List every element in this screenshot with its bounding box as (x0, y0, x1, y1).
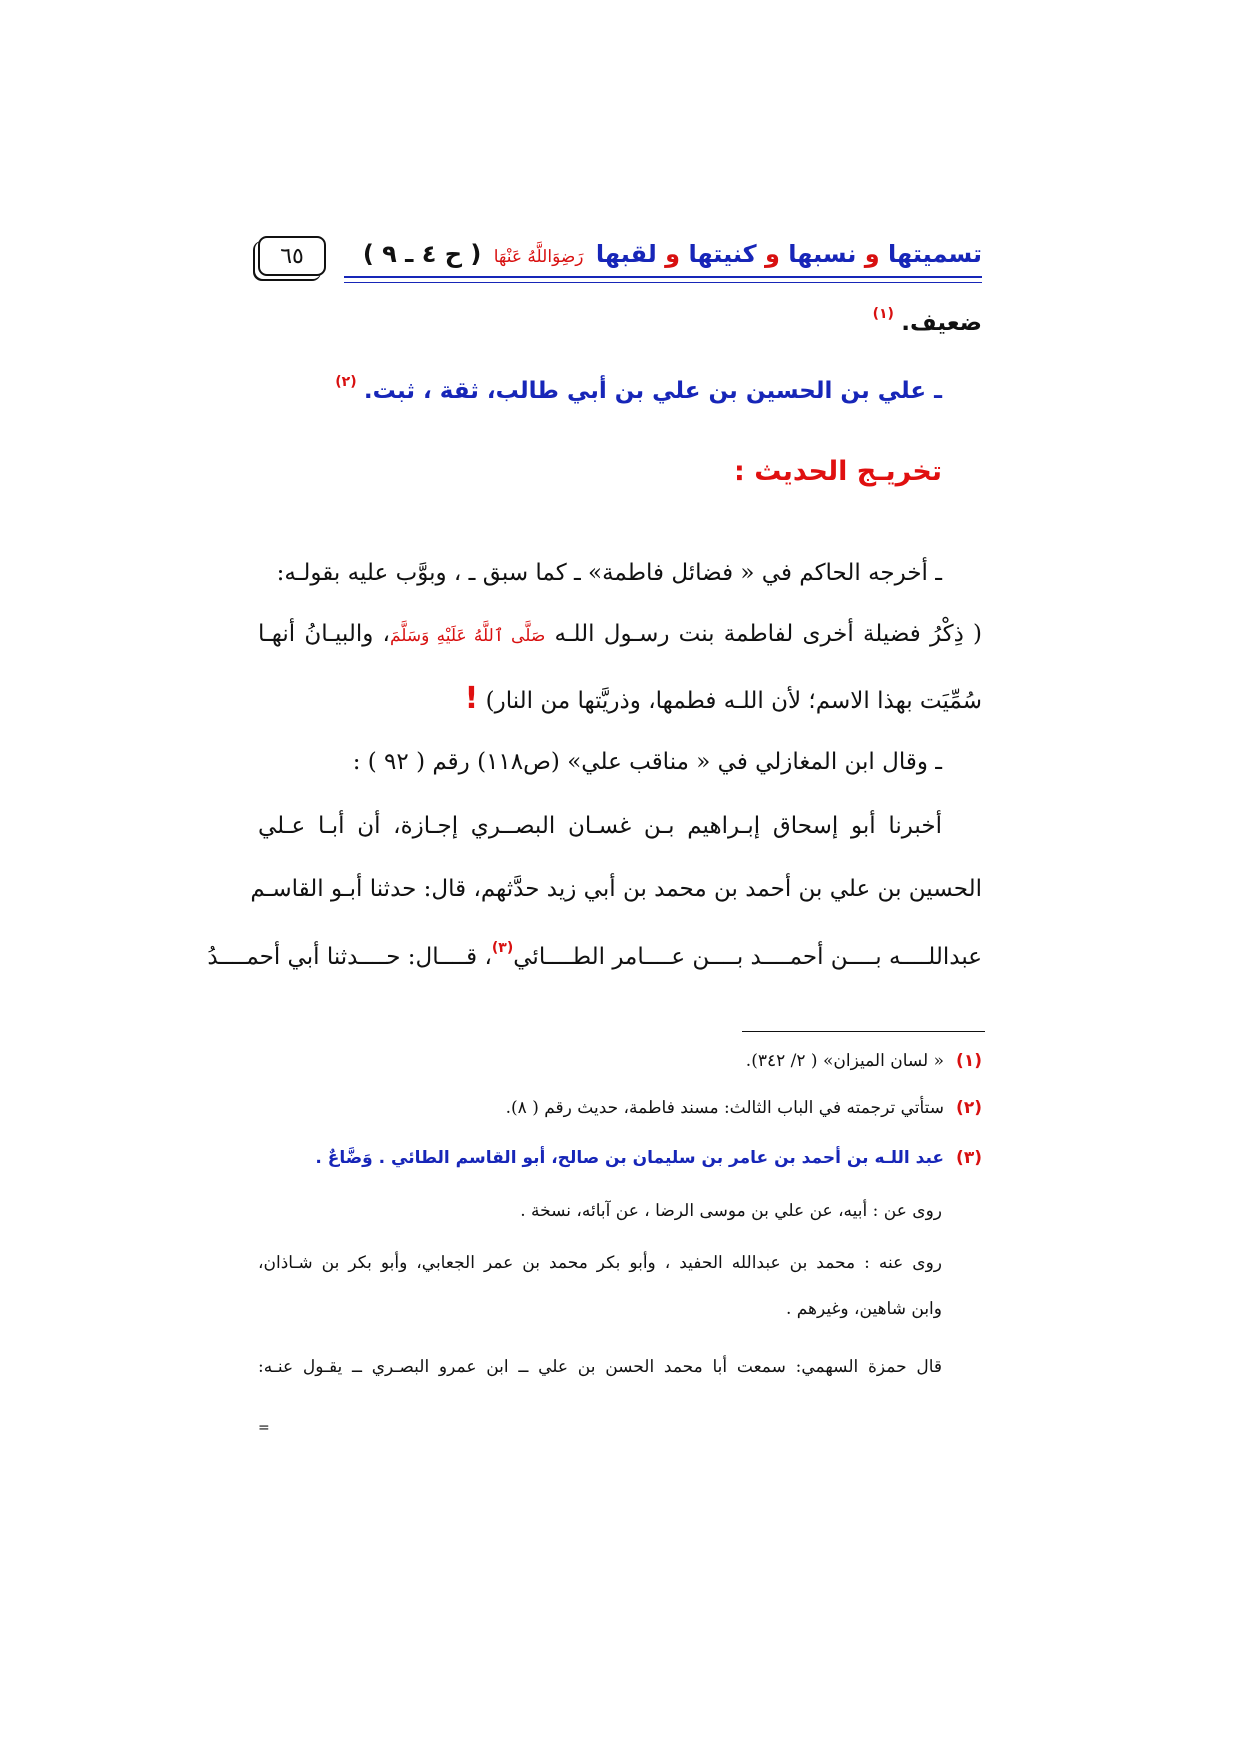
body-line-4 (258, 621, 982, 647)
footnote-1-number: (١) (956, 1051, 982, 1071)
body-line-4-start: ( ذِكْرُ فضيلة أخرى لفاطمة بنت رسـول اللـه (554, 621, 983, 647)
body-line-7: أخبرنا أبو إسحاق إبـراهيم بـن غسـان البصــري إجـازة، أن أبـا عـلي (258, 813, 942, 839)
body-line-5-text: سُمِّيَت بهذا الاسم؛ لأن اللـه فطمها، وذريَّتها من النار) (485, 688, 982, 714)
body-line-9-start: عبداللــــه بــــن أحمــــد بــــن عــــامر الطــــائي (513, 944, 982, 970)
header-title (363, 240, 982, 268)
page-number: ٦٥ (280, 243, 304, 269)
body-line-2 (258, 374, 942, 404)
prophet-honorific: صَلَّى ٱللَّهُ عَلَيْهِ وَسَلَّمَ (389, 626, 546, 646)
body-line-3: ـ أخرجه الحاكم في « فضائل فاطمة» ـ كما سبق ـ ، وبوَّب عليه بقولـه: (276, 560, 942, 586)
header-rule-thick (344, 276, 982, 278)
header-reference: ( ح ٤ ـ ٩ ) (362, 240, 482, 268)
header-word-2: نسبها (788, 240, 857, 268)
header-word-3: كنيتها (688, 240, 757, 268)
header-rule-thin (344, 282, 982, 283)
footnote-3-line-5: قال حمزة السهمي: سمعت أبا محمد الحسن بن علي ــ ابن عمرو البصـري ــ يقـول عنـه: (258, 1357, 942, 1377)
grading-text: ضعيف. (901, 310, 982, 336)
header-honorific: رَضِوَاللَّهُ عَنْهَا (493, 247, 584, 267)
body-line-9-end: ، قــــال: حــــدثنا أبي أحمــــدُ (207, 944, 492, 970)
footnote-separator (742, 1031, 985, 1032)
footnote-ref-2: (٢) (335, 374, 357, 390)
footnote-1-text: « لسان الميزان» ( ٢/ ٣٤٢). (745, 1051, 945, 1071)
header-conj-2: و (765, 240, 780, 268)
footnote-2-number: (٢) (956, 1098, 982, 1118)
body-line-5 (258, 681, 982, 716)
footnote-3-heading: عبد اللـه بن أحمد بن عامر بن سليمان بن صالح، أبو القاسم الطائي . وَضَّاعٌ . (315, 1148, 945, 1168)
footnote-ref-3: (٣) (491, 940, 514, 956)
footnote-3-line-2: روى عن : أبيه، عن علي بن موسى الرضا ، عن آبائه، نسخة . (520, 1201, 942, 1221)
footnote-3-number: (٣) (956, 1148, 982, 1168)
exclamation-mark: ! (464, 681, 479, 716)
page-header (258, 236, 982, 280)
footnote-3-line-3: روى عنه : محمد بن عبدالله الحفيد ، وأبو بكر محمد بن عمر الجعابي، وأبو بكر بن شـاذان، (258, 1253, 942, 1273)
header-conj-3: و (665, 240, 681, 268)
body-line-4-end: ، والبيـانُ أنهـا (258, 621, 390, 647)
section-title: تخريـج الحديث : (734, 456, 942, 487)
header-word-4: لقبها (595, 240, 657, 268)
footnote-3 (258, 1148, 982, 1168)
body-line-8: الحسين بن علي بن أحمد بن محمد بن أبي زيد حدَّثهم، قال: حدثنا أبـو القاسـم (250, 876, 982, 902)
header-conj-1: و (864, 240, 880, 268)
body-line-9 (207, 940, 982, 970)
continuation-mark: = (258, 1420, 270, 1436)
page-number-box (258, 236, 326, 276)
footnote-ref-1: (١) (872, 306, 894, 322)
header-word-1: تسميتها (888, 240, 982, 268)
body-line-6: ـ وقال ابن المغازلي في « مناقب علي» (ص١١٨) رقم ( ٩٢ ) : (352, 749, 942, 775)
footnote-2-text: ستأتي ترجمته في الباب الثالث: مسند فاطمة، حديث رقم ( ٨). (505, 1098, 945, 1118)
footnote-3-line-4: وابن شاهين، وغيرهم . (785, 1299, 942, 1319)
footnote-1 (258, 1051, 982, 1071)
body-line-1 (258, 306, 982, 336)
footnote-2 (258, 1098, 982, 1118)
narrator-entry: ـ علي بن الحسين بن علي بن أبي طالب، ثقة ، ثبت. (363, 378, 942, 404)
